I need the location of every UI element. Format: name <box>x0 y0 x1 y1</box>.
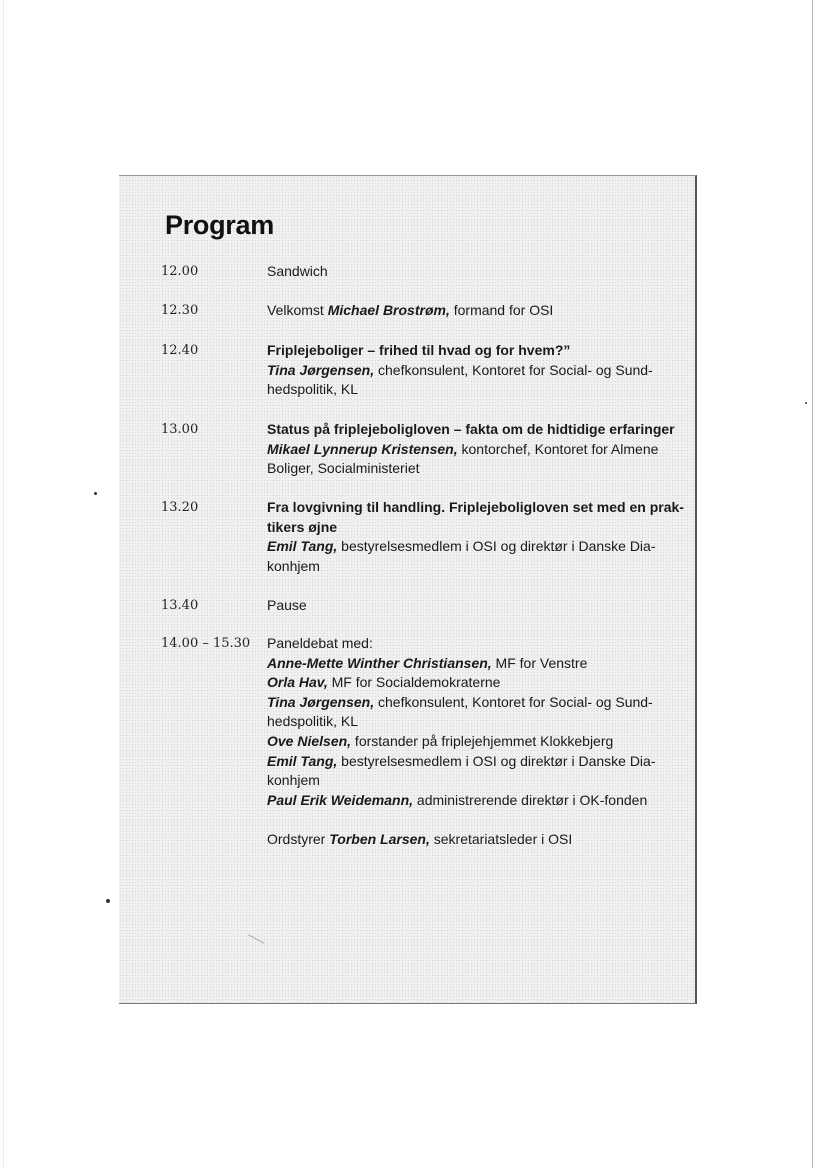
item-line <box>267 752 665 772</box>
item-text: chefkonsulent, Kontoret for Social- og Sund- <box>374 361 653 378</box>
item-line <box>267 557 665 577</box>
item-text: Boliger, Socialministeriet <box>267 460 420 477</box>
item-line <box>267 518 665 538</box>
speaker-name: Emil Tang, <box>267 538 338 555</box>
item-content <box>267 634 665 850</box>
item-line <box>267 537 665 557</box>
speaker-name: Michael Brostrøm, <box>327 302 450 318</box>
item-line <box>267 732 665 752</box>
session-title: Friplejeboliger – frihed til hvad og for hvem?” <box>267 342 571 358</box>
pen-mark <box>243 934 264 952</box>
item-line <box>267 498 684 518</box>
item-text: kontorchef, Kontoret for Almene <box>457 440 659 457</box>
item-line <box>267 771 665 791</box>
item-time: 13.20 <box>161 500 199 515</box>
item-text: bestyrelsesmedlem i OSI og direktør i Danske Dia- <box>337 538 656 555</box>
item-line <box>267 301 665 321</box>
item-text: sekretariatsleder i OSI <box>429 830 573 847</box>
session-title: tikers øjne <box>267 518 338 535</box>
item-time: 12.00 <box>161 264 199 279</box>
session-title: Fra lovgivning til handling. Friplejeboligloven set med en prak- <box>267 499 684 515</box>
speaker-name: Tina Jørgensen, <box>267 361 375 378</box>
session-title: Status på friplejeboligloven – fakta om de hidtidige erfaringer <box>267 421 675 437</box>
speaker-name: Emil Tang, <box>267 752 338 769</box>
speaker-name: Mikael Lynnerup Kristensen, <box>267 440 458 457</box>
item-line <box>267 673 665 693</box>
item-line <box>267 380 665 400</box>
item-line <box>267 420 675 440</box>
item-content <box>267 301 665 321</box>
item-text: MF for Venstre <box>491 654 588 671</box>
item-text: administrerende direktør i OK-fonden <box>413 791 648 808</box>
program-title: Program <box>165 210 274 240</box>
item-content <box>267 262 665 282</box>
scan-edge <box>812 0 813 1168</box>
item-text: Paneldebat med: <box>267 635 373 651</box>
item-text: Velkomst <box>267 302 328 318</box>
speaker-name: Orla Hav, <box>267 674 328 691</box>
speaker-name: Ove Nielsen, <box>267 732 352 749</box>
item-text: bestyrelsesmedlem i OSI og direktør i Danske Dia- <box>337 752 656 769</box>
item-text: konhjem <box>267 557 320 574</box>
item-line <box>267 262 665 282</box>
item-text: Ordstyrer <box>267 830 330 847</box>
item-line <box>267 459 665 479</box>
item-text: Sandwich <box>267 263 328 279</box>
blank-line <box>267 810 665 830</box>
item-time: 14.00 – 15.30 <box>161 636 251 651</box>
item-line <box>267 654 665 674</box>
speaker-name: Anne-Mette Winther Christiansen, <box>267 654 492 671</box>
scan-edge <box>3 0 4 1168</box>
item-text: hedspolitik, KL <box>267 381 359 398</box>
speaker-name: Paul Erik Weidemann, <box>267 791 414 808</box>
program-card <box>119 175 697 1004</box>
item-line <box>267 791 665 811</box>
item-text: forstander på friplejehjemmet Klokkebjerg <box>351 732 614 749</box>
item-line <box>267 361 665 381</box>
item-content <box>267 596 665 616</box>
scan-speck <box>805 402 807 404</box>
item-text: konhjem <box>267 772 320 789</box>
speaker-name: Torben Larsen, <box>329 830 430 847</box>
item-content <box>267 420 675 479</box>
item-line <box>267 634 665 654</box>
speaker-name: Tina Jørgensen, <box>267 693 375 710</box>
item-content <box>267 498 684 576</box>
item-line <box>267 712 665 732</box>
item-time: 12.40 <box>161 343 199 358</box>
item-text: Pause <box>267 597 307 613</box>
scan-speck <box>94 492 97 495</box>
item-text: MF for Socialdemokraterne <box>327 674 501 691</box>
item-text: hedspolitik, KL <box>267 713 359 730</box>
item-line <box>267 596 665 616</box>
item-text: chefkonsulent, Kontoret for Social- og Sund- <box>374 693 653 710</box>
item-line <box>267 440 665 460</box>
scan-speck <box>106 899 110 903</box>
item-time: 13.40 <box>161 598 199 613</box>
item-time: 13.00 <box>161 422 199 437</box>
item-text: formand for OSI <box>449 302 554 318</box>
item-line <box>267 341 665 361</box>
item-line <box>267 693 665 713</box>
item-time: 12.30 <box>161 303 199 318</box>
item-content <box>267 341 665 400</box>
item-line <box>267 830 665 850</box>
